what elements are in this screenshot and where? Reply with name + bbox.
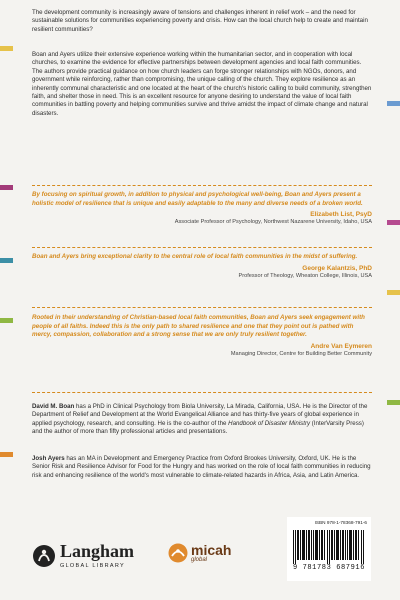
partner-subtitle: global <box>191 557 208 563</box>
barcode-bars-icon <box>293 530 365 564</box>
publisher-name: Langham <box>60 541 135 561</box>
stripe-right-2 <box>387 220 400 225</box>
author-bio-ayers <box>32 455 372 480</box>
langham-emblem-icon <box>32 544 56 568</box>
divider <box>32 392 372 393</box>
divider <box>32 247 372 248</box>
bio-text: (InterVarsity Press) and the author of more than fifty professional articles and presentations. <box>32 419 364 436</box>
blurb-paragraph-2: Boan and Ayers utilize their extensive experience working within the humanitarian sector, and in cooperation with local churches, to examine the evidence for effective partnerships between development agencies and local faith communities. The authors provide practical guidance on how church leaders can forge stronger relationships with NGOs, donors, and government while reinforcing, rather than compromising, the unique calling of the church. They explore resilience as an inherently communal characteristic and one located at the heart of the church's historic calling to build community, strengthen faith, and shelter those in need. This is an excellent resource for anyone desiring to understand the value of local faith communities in battling poverty and helping communities survive and thrive amidst the impact of climate change and natural disasters. <box>32 51 372 117</box>
stripe-left-1 <box>0 46 13 51</box>
partner-name: micah <box>191 542 232 558</box>
author-name: Josh Ayers <box>32 455 65 462</box>
stripe-right-1 <box>387 101 400 106</box>
stripe-right-3 <box>387 290 400 295</box>
book-title: Handbook of Disaster Ministry <box>228 419 311 427</box>
bio-text: has an MA in Development and Emergency Practice from Oxford Brookes University, Oxford, UK. He is the Senior Risk and Resilience Advisor for Food for the Hungry and has worked on the role of local faith communities in reducing risk and enhancing resilience of the world's most vulnerable to climate-related hazards in Africa, Asia, and Latin America. <box>32 455 371 479</box>
langham-logo <box>32 542 134 569</box>
divider <box>32 185 372 186</box>
stripe-left-2 <box>0 185 13 190</box>
stripe-left-4 <box>0 318 13 323</box>
endorsement-1 <box>32 191 372 227</box>
endorser-role: Associate Professor of Psychology, Northwest Nazarene University, Idaho, USA <box>174 219 372 226</box>
endorser-role: Managing Director, Centre for Building Better Community <box>230 350 372 357</box>
endorsement-quote: By focusing on spiritual growth, in addition to physical and psychological well-being, Boan and Ayers present a holistic model of resilience that is unique and easily adaptable to the many and diverse needs of a broken world. <box>32 191 363 207</box>
publisher-subtitle: GLOBAL LIBRARY <box>60 563 125 569</box>
endorsement-quote: Rooted in their understanding of Christian-based local faith communities, Boan and Ayers seek engagement with people of all faiths. Indeed this is the only path to shared resilience and one that they point out is pathed with mercy, compassion, collaboration and a strong sense that we are only truly resilient together. <box>32 314 365 339</box>
stripe-left-5 <box>0 452 13 457</box>
stripe-right-4 <box>387 400 400 405</box>
endorser-name: Andre Van Eymeren <box>310 342 372 350</box>
micah-emblem-icon <box>168 543 188 563</box>
bio-text: has a PhD in Clinical Psychology from Biola University, La Mirada, California, USA. He is the Director of the Department of Relief and Development at the World Evangelical Alliance and has thirty-five years of global experience in applied psychology, research, and consulting. He is the co-author of the <box>32 403 368 427</box>
endorser-name: Elizabeth List, PsyD <box>310 211 372 219</box>
author-name: David M. Boan <box>32 403 75 410</box>
author-bio-boan <box>32 403 372 437</box>
barcode-digits: 9 781783 687916 <box>292 564 365 572</box>
endorser-name: George Kalantzis, PhD <box>302 264 372 272</box>
endorsement-quote: Boan and Ayers bring exceptional clarity to the central role of local faith communities in the midst of suffering. <box>32 253 358 260</box>
endorser-role: Professor of Theology, Wheaton College, Illinois, USA <box>238 272 372 279</box>
stripe-left-3 <box>0 258 13 263</box>
blurb-paragraph-1: The development community is increasingly aware of tensions and challenges inherent in relief work – and the need for sustainable solutions for communities experiencing poverty and crisis. How can the local church help to create and maintain resilient communities? <box>32 9 368 33</box>
micah-logo <box>168 543 231 563</box>
endorsement-3 <box>32 314 372 358</box>
isbn-barcode <box>287 517 371 581</box>
endorsement-2 <box>32 253 372 280</box>
divider <box>32 307 372 308</box>
isbn-label: ISBN 978-1-78368-791-6 <box>314 520 367 525</box>
